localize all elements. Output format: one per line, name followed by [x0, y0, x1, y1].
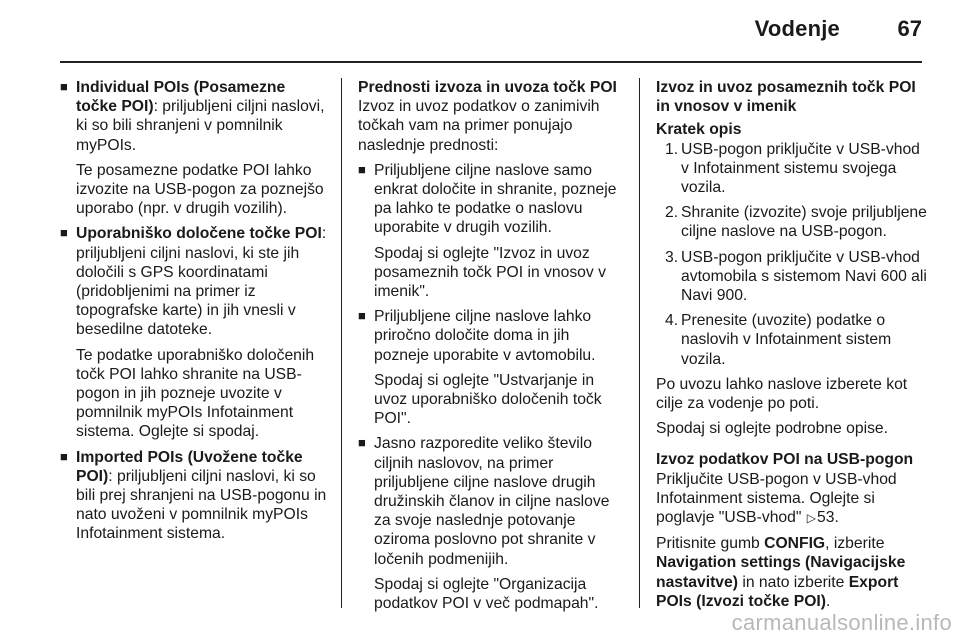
paragraph: Te posamezne podatke POI lahko izvozite na USB-pogon za poznejšo uporabo (npr. v drugih vozilih).: [76, 161, 324, 218]
step-text: Shranite (izvozite) svoje priljubljene ciljne naslove na USB-pogon.: [681, 204, 927, 241]
menu-name: Navigation settings (Navigacijske nastavitve): [656, 554, 906, 591]
bullet-item: [358, 307, 628, 428]
bullet-square-icon: ■: [358, 308, 366, 324]
bullet-text: : priljubljeni ciljni naslovi, ki so bili shranjeni v pomnilnik myPOIs.: [76, 98, 325, 154]
text: .: [826, 592, 831, 610]
bullet-text: : priljubljeni ciljni naslovi, ki so bili prej shranjeni na USB-pogonu in nato uvoženi v pomnilnik myPOIs Infotainment sistema.: [76, 467, 327, 543]
column-divider: [639, 78, 640, 608]
bullet-square-icon: ■: [60, 448, 68, 464]
text: , izberite: [825, 535, 885, 553]
header-rule: [60, 61, 922, 63]
section-title: Vodenje: [754, 16, 840, 41]
numbered-list: [656, 140, 931, 369]
section-heading: Prednosti izvoza in uvoza točk POI: [358, 79, 617, 96]
step-number: 1.: [665, 140, 679, 158]
paragraph-text: Priključite USB-pogon v USB-vhod Infotainment sistema. Oglejte si poglavje "USB-vhod": [656, 470, 897, 527]
bullet-text: Priljubljene ciljne naslove lahko priročno določite doma in jih pozneje uporabite v avtomobilu.: [374, 308, 596, 364]
page-reference-arrow-icon: ▷: [806, 511, 817, 526]
bullet-square-icon: ■: [358, 435, 366, 451]
bullet-item: [60, 78, 330, 218]
step-number: 3.: [665, 248, 679, 266]
paragraph: Spodaj si oglejte "Ustvarjanje in uvoz uporabniško določenih točk POI".: [374, 371, 602, 428]
step-number: 2.: [665, 204, 679, 222]
page-reference: 53.: [817, 509, 839, 527]
bullet-term: Individual POIs (Posamezne točke POI): [76, 79, 286, 116]
paragraph: Spodaj si oglejte "Organizacija podatkov POI v več podmapah".: [374, 575, 599, 613]
bullet-term: Imported POIs (Uvožene točke POI): [76, 448, 303, 485]
paragraph: Po uvozu lahko naslove izberete kot cilje za vodenje po poti.: [656, 375, 908, 413]
column-3: [656, 78, 931, 611]
paragraph: [656, 534, 931, 611]
list-item: [656, 140, 931, 198]
subheading: Kratek opis: [656, 121, 742, 139]
page-number: 67: [897, 16, 922, 41]
watermark: carmanualsonline.info: [731, 610, 952, 635]
bullet-text: Jasno razporedite veliko število ciljnih naslovov, na primer priljubljene ciljne naslove drugih družinskih članov in ciljne naslove za svoje naslednje potovanje oziroma poslovno pot shranite v ločenih podmenijih.: [374, 435, 610, 568]
step-text: Prenesite (uvozite) podatke o naslovih v Infotainment sistem vozila.: [681, 312, 892, 368]
column-1: [60, 78, 330, 544]
paragraph: Te podatke uporabniško določenih točk POI lahko shranite na USB-pogon in jih pozneje uvozite v pomnilnik myPOIs Infotainment sistema. Oglejte si spodaj.: [76, 346, 315, 441]
bullet-term: Uporabniško določene točke POI: [76, 225, 322, 243]
section-heading: Izvoz podatkov POI na USB-pogon: [656, 451, 914, 469]
section-heading: Izvoz in uvoz posameznih točk POI in vnosov v imenik: [656, 79, 916, 116]
column-2: [358, 78, 628, 613]
list-item: [656, 203, 931, 241]
button-name: CONFIG: [764, 535, 826, 553]
paragraph: Spodaj si oglejte "Izvoz in uvoz posameznih točk POI in vnosov v imenik".: [374, 244, 606, 301]
bullet-item: [60, 224, 330, 441]
intro-paragraph: Izvoz in uvoz podatkov o zanimivih točkah vam na primer ponujajo naslednje prednosti:: [358, 98, 600, 154]
bullet-square-icon: ■: [60, 79, 68, 94]
column-divider: [341, 78, 342, 608]
menu-name: Export POIs (Izvozi točke POI): [656, 573, 899, 610]
bullet-item: [358, 434, 628, 613]
text: in nato izberite: [737, 573, 849, 591]
paragraph: Spodaj si oglejte podrobne opise.: [656, 420, 888, 438]
text: Pritisnite gumb: [656, 535, 765, 553]
bullet-text: Priljubljene ciljne naslove samo enkrat določite in shranite, pozneje pa lahko te podatke o naslovu uporabite v drugih vozilih.: [374, 161, 617, 237]
list-item: [656, 248, 931, 306]
step-number: 4.: [665, 312, 679, 330]
step-text: USB-pogon priključite v USB-vhod v Infotainment sistemu svojega vozila.: [681, 140, 920, 197]
step-text: USB-pogon priključite v USB-vhod avtomobila s sistemom Navi 600 ali Navi 900.: [681, 248, 927, 305]
bullet-text: : priljubljeni ciljni naslovi, ki ste jih določili s GPS koordinatami (pridobljenimi na primer iz topografske karte) in jih vnesli v besedilne datoteke.: [76, 225, 327, 339]
page-header: [0, 0, 960, 62]
bullet-square-icon: ■: [358, 161, 366, 177]
bullet-item: [358, 161, 628, 301]
bullet-square-icon: ■: [60, 225, 68, 241]
paragraph: [656, 470, 931, 529]
list-item: [656, 311, 931, 369]
bullet-item: [60, 448, 330, 544]
